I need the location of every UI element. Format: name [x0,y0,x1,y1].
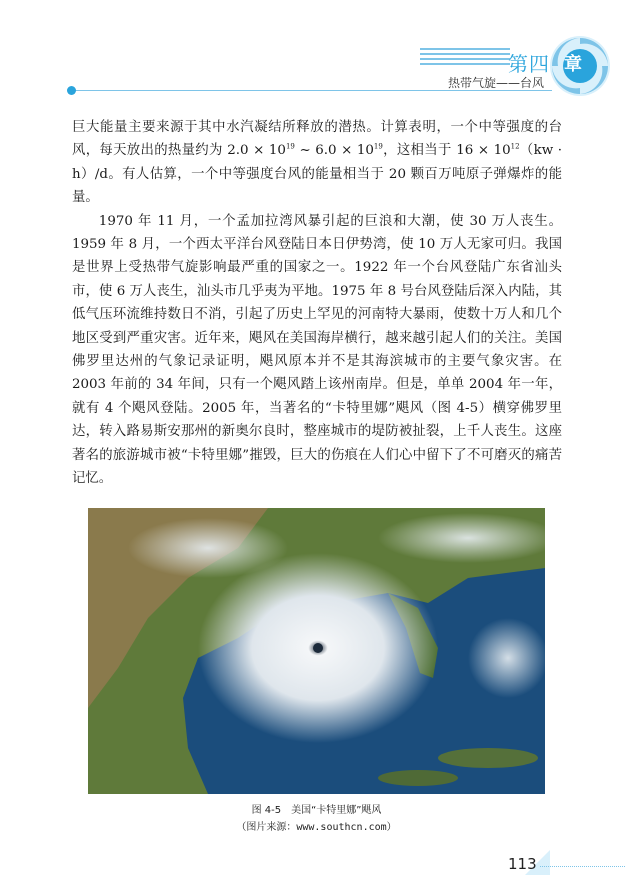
page-header [0,0,631,100]
hurricane-katrina-satellite-image [88,508,545,794]
page-dots-decor [540,866,625,867]
header-decor-lines [420,48,510,70]
paragraph-1: 巨大能量主要来源于其中水汽凝结所释放的潜热。计算表明，一个中等强度的台风，每天放出的热量约为 $2.0 \times 10^{19}$ ~ $6.0 \times 10^{19}$，这相当于 $16 \times 10^{12}(kw \cdot h)/d$。有人估算，一个中等强度台风的能量相当于 20 颗百万吨原子弹爆炸的能量。 [72,120,562,206]
header-rule [72,90,552,91]
chapter-label: 第四 [508,52,550,76]
body-text [72,116,562,491]
chapter-char: 章 [564,54,582,75]
page-number: 113 [508,855,537,873]
section-title: 热带气旋——台风 [448,76,545,90]
figure-caption: 图 4-5 美国“卡特里娜”飓风 [251,805,382,816]
paragraph-2: 1970 年 11 月，一个孟加拉湾风暴引起的巨浪和大潮，使 30 万人丧生。1959 年 8 月，一个西太平洋台风登陆日本日伊势湾，使 10 万人无家可归。我国是世界上受热带气旋影响最严重的国家之一。1922 年一个台风登陆广东省汕头市，使 6 万人丧生，汕头市几乎夷为平地。1975 年 8 号台风登陆后深入内陆，其低气压环流维持数日不消，引起了历史上罕见的河南特大暴雨，使数十万人和几个地区受到严重灾害。近年来，飓风在美国海岸横行，越来越引起人们的关注。美国佛罗里达州的气象记录证明，飓风原本并不是其海滨城市的主要气象灾害。在 2003 年前的 34 年间，只有一个飓风踏上该州南岸。但是，单单 2004 年一年，就有 4 个飓风登陆。2005 年，当著名的“卡特里娜”飓风（图 4-5）横穿佛罗里达，转入路易斯安那州的新奥尔良时，整座城市的堤防被扯裂，上千人丧生。这座著名的旅游城市被“卡特里娜”摧毁，巨大的伤痕在人们心中留下了不可磨灭的痛苦记忆。 [72,213,562,487]
header-dot [67,86,76,95]
figure-source: （图片来源：www.southcn.com） [236,822,397,833]
